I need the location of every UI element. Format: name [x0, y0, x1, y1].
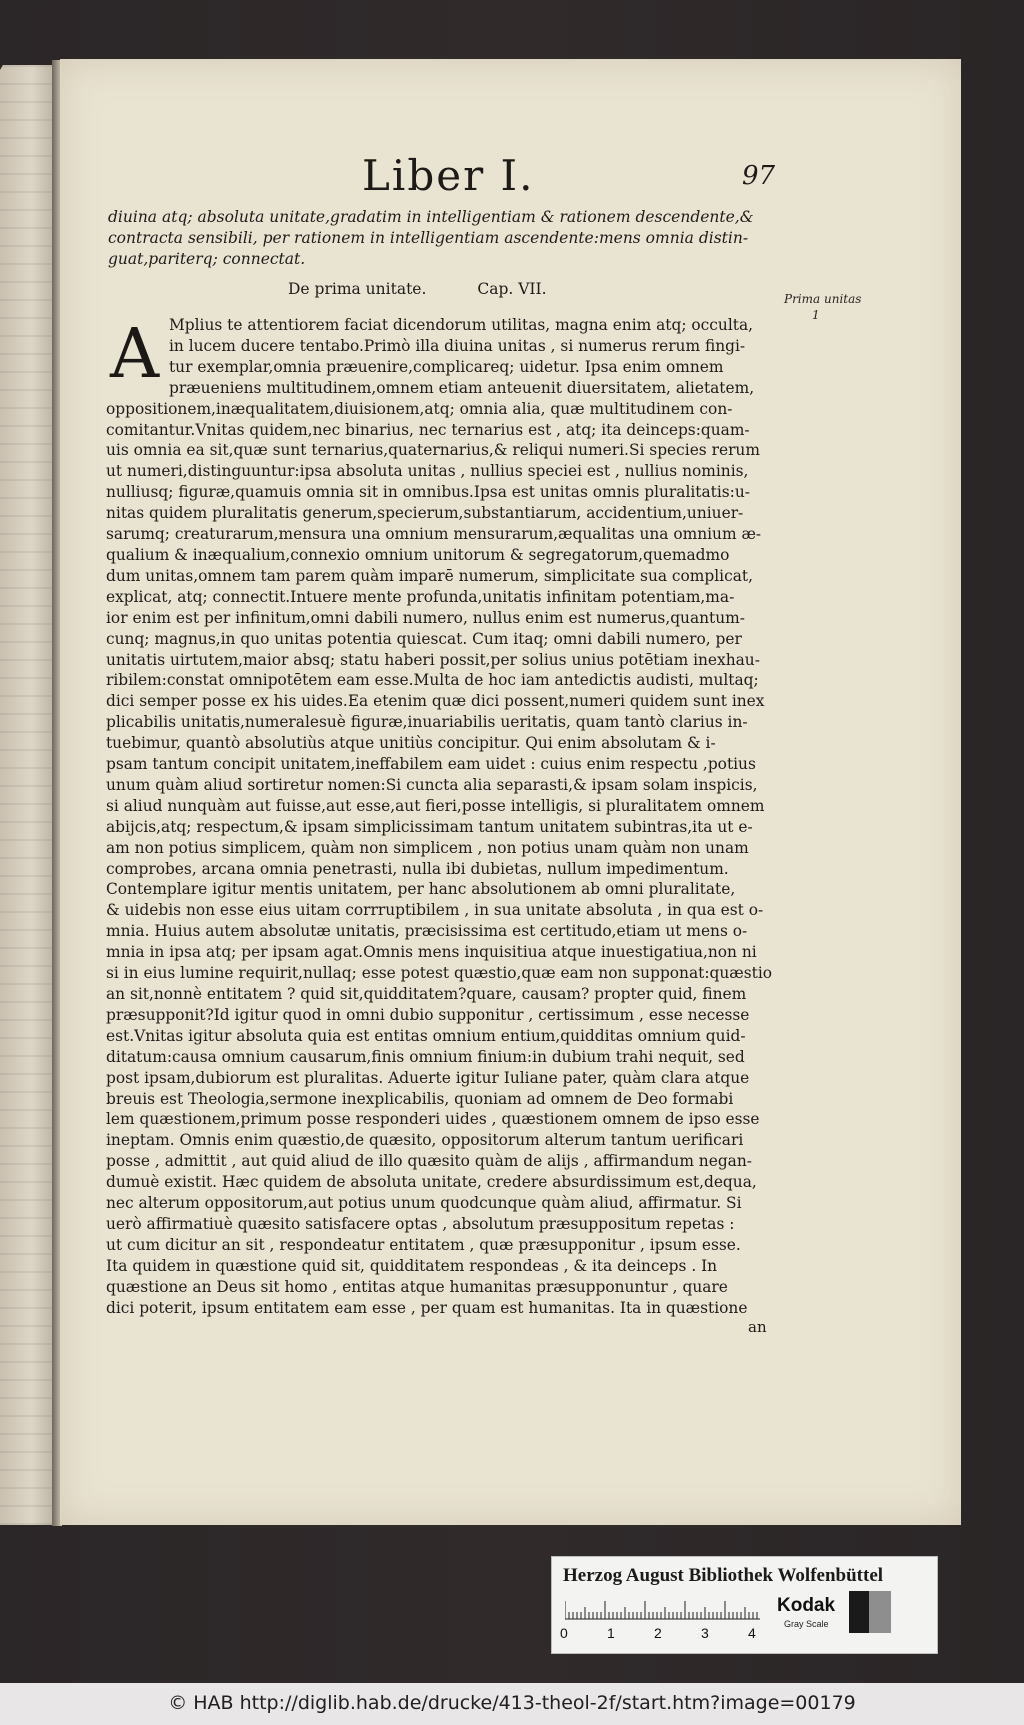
text-line: mnia in ipsa atq; per ipsam agat.Omnis mens inquisitiua atque inuestigatiua,non ni	[106, 943, 757, 962]
text-line: lem quæstionem,primum posse responderi uides , quæstionem omnem de ipso esse	[106, 1110, 760, 1129]
text-line: tur exemplar,omnia præuenire,complicareq; uidetur. Ipsa enim omnem	[169, 357, 724, 376]
kodak-brand: Kodak	[777, 1595, 836, 1616]
ruler-number: 3	[701, 1625, 709, 1641]
text-line: quæstione an Deus sit homo , entitas atque humanitas præsupponuntur , quare	[106, 1277, 728, 1296]
text-line: an sit,nonnè entitatem ? quid sit,quidditatem?quare, causam? propter quid, finem	[106, 985, 747, 1003]
black-swatch	[849, 1591, 869, 1633]
intro-paragraph	[108, 207, 776, 270]
catchword: an	[748, 1318, 767, 1336]
text-line: ineptam. Omnis enim quæstio,de quæsito, oppositorum alterum tantum uerificari	[106, 1131, 744, 1150]
gray-swatch	[869, 1591, 891, 1633]
text-line: posse , admittit , aut quid aliud de illo quæsito quàm de alijs , affirmandum negan-	[106, 1152, 752, 1171]
margin-note-number: 1	[812, 308, 820, 322]
page-number: 97	[742, 161, 776, 191]
text-line: in lucem ducere tentabo.Primò illa diuina unitas , si numerus rerum fingi-	[169, 336, 746, 355]
text-line: explicat, atq; connectit.Intuere mente profunda,unitatis infinitam potentiam,ma-	[106, 587, 735, 606]
footer-credit: © HAB http://diglib.hab.de/drucke/413-theol-2f/start.htm?image=00179	[168, 1692, 856, 1714]
text-line: Contemplare igitur mentis unitatem, per hanc absolutionem ab omni pluralitate,	[106, 880, 736, 899]
text-line: sarumq; creaturarum,mensura una omnium mensurarum,æqualitas una omnium æ-	[106, 525, 762, 544]
text-line: ut cum dicitur an sit , respondeatur entitatem , quæ præsupponitur , ipsum esse.	[106, 1235, 741, 1254]
footer-bar	[0, 1683, 1024, 1725]
scan-corner	[0, 0, 40, 70]
text-line: dici semper posse ex his uides.Ea etenim quæ dici possent,numeri quidem sunt inex	[106, 692, 765, 711]
text-line: nitas quidem pluralitatis generum,specierum,substantiarum, accidentium,uniuer-	[106, 504, 744, 523]
intro-line: guat,pariterq; connectat.	[108, 250, 306, 268]
text-line: dum unitas,omnem tam parem quàm imparē numerum, simplicitate sua complicat,	[106, 566, 753, 585]
text-line: qualium & inæqualium,connexio omnium unitorum & segregatorum,quemadmo	[106, 545, 730, 564]
text-line: comprobes, arcana omnia penetrasti, nulla ibi dubietas, nullum impedimentum.	[106, 859, 729, 878]
text-line: & uidebis non esse eius uitam corrruptibilem , in sua unitate absoluta , in qua est o-	[106, 901, 764, 920]
text-line: Ita quidem in quæstione quid sit, quidditatem respondeas , & ita deinceps . In	[106, 1256, 718, 1275]
ruler-number: 2	[654, 1625, 662, 1641]
ruler-scale	[565, 1599, 765, 1621]
text-line: comitantur.Vnitas quidem,nec binarius, nec ternarius est , atq; ita deinceps:quam-	[106, 420, 750, 439]
text-line: cunq; magnus,in quo unitas potentia quiescat. Cum itaq; omni dabili numero, per	[106, 629, 742, 648]
text-line: dici poterit, ipsum entitatem eam esse , per quam est humanitas. Ita in quæstione	[106, 1298, 748, 1317]
text-line: unum quàm aliud sortiretur nomen:Si cuncta alia separasti,& ipsam solam inspicis,	[106, 775, 758, 794]
text-line: breuis est Theologia,sermone inexplicabilis, quoniam ad omnem de Deo formabi	[106, 1089, 734, 1108]
text-line: psam tantum concipit unitatem,ineffabilem eam uidet : cuius enim respectu ,potius	[106, 755, 756, 774]
text-line: am non potius simplicem, quàm non simplicem , non potius unam quàm non unam	[106, 838, 749, 857]
text-line: uerò affirmatiuè quæsito satisfacere optas , absolutum præsuppositum repetas :	[106, 1214, 735, 1233]
ruler-number: 0	[560, 1625, 568, 1641]
intro-line: contracta sensibili, per rationem in intelligentiam ascendente:mens omnia distin-	[108, 229, 749, 247]
library-name: Herzog August Bibliothek Wolfenbüttel	[563, 1565, 884, 1586]
text-line: ribilem:constat omnipotētem eam esse.Multa de hoc iam antedictis audisti, multaq;	[106, 671, 759, 690]
ruler-number: 4	[748, 1625, 756, 1641]
drop-cap: A	[110, 315, 160, 394]
text-line: est.Vnitas igitur absoluta quia est entitas omnium entium,quidditas omnium quid-	[106, 1026, 746, 1045]
text-line: oppositionem,inæqualitatem,diuisionem,atq; omnia alia, quæ multitudinem con-	[106, 399, 733, 418]
margin-note-text: Prima unitas	[784, 292, 862, 306]
text-line: dumuè existit. Hæc quidem de absoluta unitate, credere absurdissimum est,dequa,	[106, 1173, 757, 1192]
gray-scale-caption: Gray Scale	[784, 1619, 829, 1629]
text-line: tuebimur, quantò absolutiùs atque unitiùs concipitur. Qui enim absolutam & i-	[106, 734, 716, 753]
running-header: Liber I.	[362, 151, 535, 200]
text-line: ditatum:causa omnium causarum,finis omnium finium:in dubium trahi nequit, sed	[106, 1047, 745, 1066]
text-line: præsupponit?Id igitur quod in omni dubio supponitur , certissimum , esse necesse	[106, 1005, 750, 1024]
text-line: nec alterum oppositorum,aut potius unum quodcunque quàm aliud, affirmatur. Si	[106, 1194, 742, 1213]
body-text	[106, 315, 776, 1319]
text-line: si aliud nunquàm aut fuisse,aut esse,aut fieri,posse intelligis, si pluralitatem omnem	[106, 796, 765, 815]
intro-line: diuina atq; absoluta unitate,gradatim in intelligentiam & rationem descendente,&	[108, 208, 754, 226]
facing-page-edge	[0, 65, 58, 1525]
library-scale-label	[551, 1556, 938, 1654]
facing-page-text-edge	[0, 65, 58, 1525]
text-line: uis omnia ea sit,quæ sunt ternarius,quaternarius,& reliqui numeri.Si species rerum	[106, 441, 760, 460]
text-line: ut numeri,distinguuntur:ipsa absoluta unitas , nullius speciei est , nullius nominis,	[106, 462, 749, 481]
text-line: abijcis,atq; respectum,& ipsam simplicissimam tantum unitatem subintras,ita ut e-	[106, 817, 753, 836]
text-line: plicabilis unitatis,numeralesuè figuræ,inuariabilis ueritatis, quam tantò clarius in-	[106, 713, 748, 732]
text-line: Mplius te attentiorem faciat dicendorum utilitas, magna enim atq; occulta,	[169, 316, 754, 334]
chapter-number: Cap. VII.	[477, 280, 547, 298]
chapter-heading	[288, 280, 588, 298]
text-line: si in eius lumine requirit,nullaq; esse potest quæstio,quæ eam non supponat:quæstio	[106, 964, 773, 983]
text-line: nulliusq; figuræ,quamuis omnia sit in omnibus.Ipsa est unitas omnis pluralitatis:u-	[106, 483, 750, 502]
text-line: præueniens multitudinem,omnem etiam anteuenit diuersitatem, alietatem,	[169, 378, 755, 397]
text-line: post ipsam,dubiorum est pluralitas. Aduerte igitur Iuliane pater, quàm clara atque	[106, 1068, 750, 1087]
text-line: mnia. Huius autem absolutæ unitatis, præcisissima est certitudo,etiam ut mens o-	[106, 922, 748, 941]
chapter-title: De prima unitate.	[288, 280, 427, 298]
margin-note	[784, 291, 864, 323]
ruler-number: 1	[607, 1625, 615, 1641]
text-line: unitatis uirtutem,maior absq; statu haberi possit,per solius unius potētiam inexhau-	[106, 650, 760, 669]
text-line: ior enim est per infinitum,omni dabili numero, nullus enim est numerus,quantum-	[106, 608, 745, 627]
